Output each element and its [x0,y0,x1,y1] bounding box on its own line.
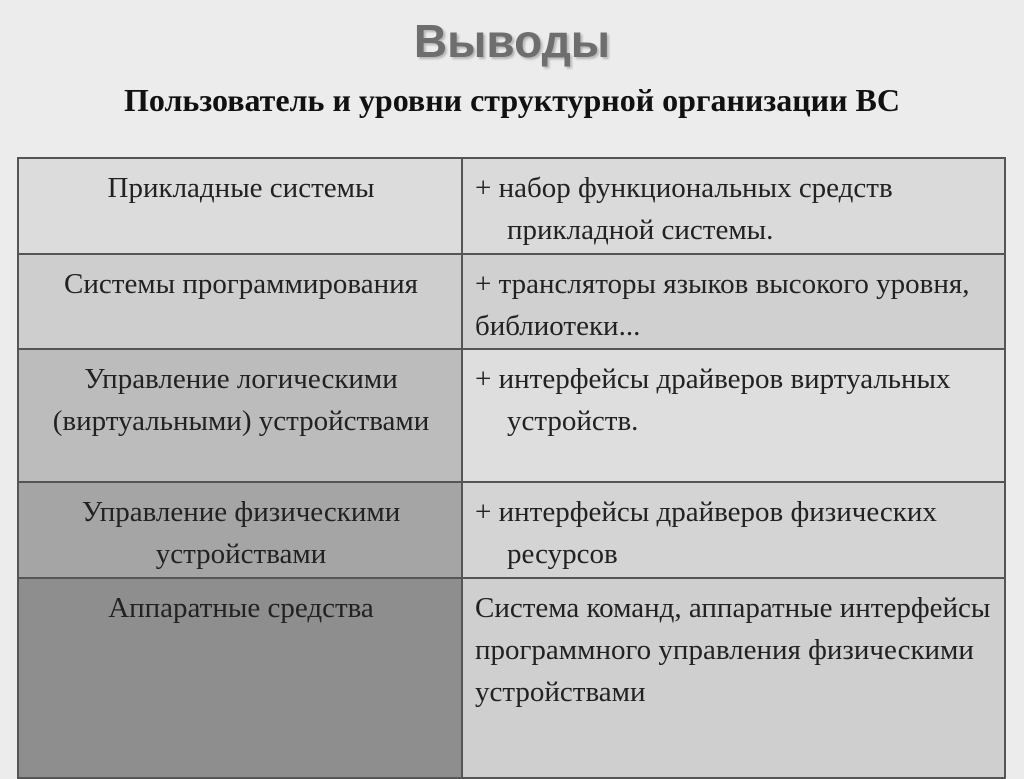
table-row [18,482,1005,578]
level-name: Аппаратные средства [18,578,462,778]
table-row [18,578,1005,778]
level-name: Управление логическими (виртуальными) устройствами [18,349,462,482]
level-description [462,254,1005,349]
level-name: Прикладные системы [18,158,462,254]
level-description [462,158,1005,254]
level-description [462,482,1005,578]
table-row [18,349,1005,482]
slide-title: Выводы [413,15,611,67]
level-description-text: Система команд, аппаратные интерфейсы программного управления физическими устройствами [475,592,991,708]
level-description-text: + набор функциональных средств прикладной системы. [475,172,893,246]
level-name: Системы программирования [18,254,462,349]
level-description-text: + интерфейсы драйверов виртуальных устройств. [475,363,951,437]
slide-subtitle: Пользователь и уровни структурной организации ВС [124,82,900,118]
levels-table [17,157,1006,779]
level-name: Управление физическими устройствами [18,482,462,578]
level-description [462,578,1005,778]
table-row [18,158,1005,254]
table-row [18,254,1005,349]
level-description-text: + трансляторы языков высокого уровня, библиотеки... [475,268,970,342]
level-description-text: + интерфейсы драйверов физических ресурсов [475,496,937,570]
level-description [462,349,1005,482]
